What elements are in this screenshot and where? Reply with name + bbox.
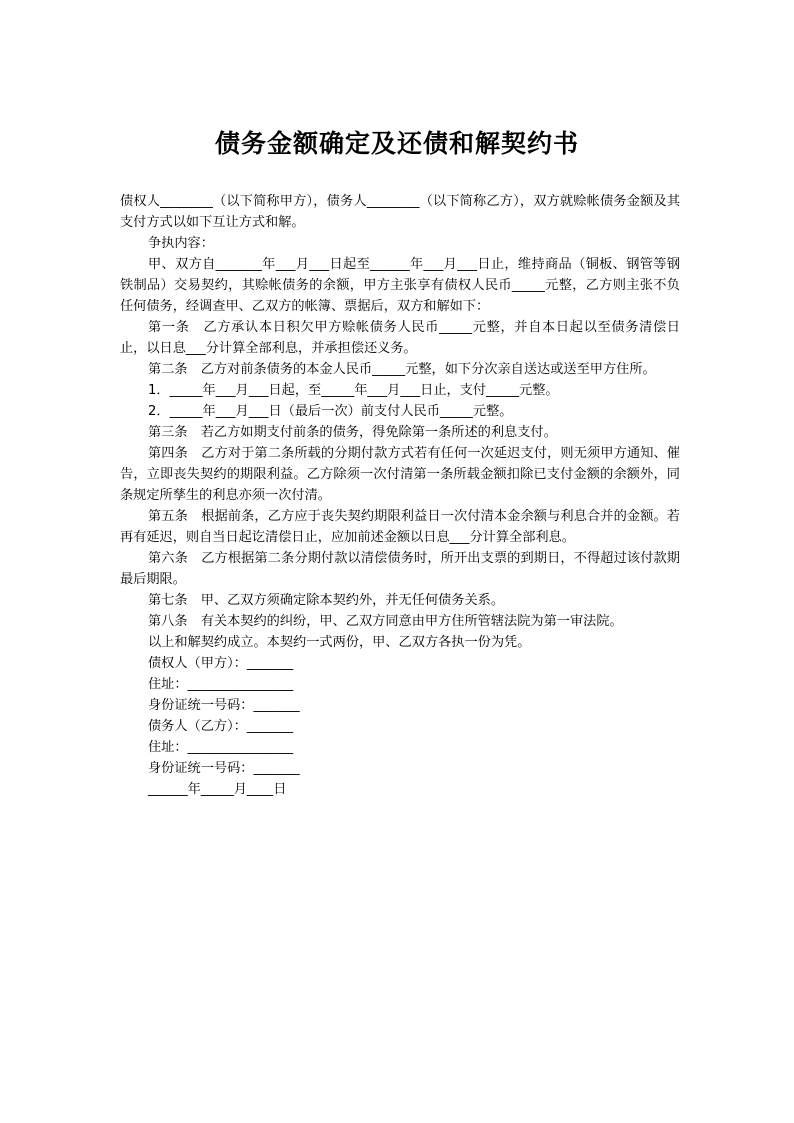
creditor-address-line: 住址：________________ <box>148 677 294 692</box>
date-line: ______年_____月____日 <box>148 782 287 797</box>
article-2: 第二条 乙方对前条债务的本金人民币_____元整，如下分次亲自送达或送至甲方住所。 <box>148 362 656 377</box>
document-body <box>120 191 680 800</box>
creditor-signature-line: 债权人（甲方）：_______ <box>148 656 294 671</box>
debtor-address-line: 住址：________________ <box>148 740 294 755</box>
article-1: 第一条 乙方承认本日积欠甲方赊帐债务人民币_____元整，并自本日起以至债务清偿日止，以日息___分计算全部利息，并承担偿还义务。 <box>120 320 680 356</box>
document-title: 债务金额确定及还债和解契约书 <box>214 129 579 158</box>
intro-paragraph: 债权人________（以下简称甲方），债务人________（以下简称乙方），双方就赊帐债务金额及其支付方式以如下互让方式和解。 <box>120 194 680 230</box>
article-3: 第三条 若乙方如期支付前条的债务，得免除第一条所述的利息支付。 <box>148 425 557 440</box>
dispute-paragraph: 甲、双方自_______年___月___日起至______年___月___日止，维持商品（铜板、钢管等钢铁制品）交易契约，其赊帐债务的余额，甲方主张享有债权人民币_____元整，乙方则主张不负任何债务，经调查甲、乙双方的帐簿、票据后，双方和解如下： <box>120 257 680 314</box>
article-7: 第七条 甲、乙双方须确定除本契约外，并无任何债务关系。 <box>148 593 505 608</box>
debtor-id-line: 身份证统一号码：_______ <box>148 761 300 776</box>
article-6: 第六条 乙方根据第二条分期付款以清偿债务时，所开出支票的到期日，不得超过该付款期最后期限。 <box>120 551 680 587</box>
article-8: 第八条 有关本契约的纠纷，甲、乙双方同意由甲方住所管辖法院为第一审法院。 <box>148 614 623 629</box>
article-5: 第五条 根据前条，乙方应于丧失契约期限利益日一次付清本金余额与利息合并的金额。若再有延迟，则自当日起讫清偿日止，应加前述金额以日息___分计算全部利息。 <box>120 509 680 545</box>
article-2-item-2: 2．_____年___月___日（最后一次）前支付人民币_____元整。 <box>148 404 513 419</box>
creditor-id-line: 身份证统一号码：_______ <box>148 698 300 713</box>
closing-paragraph: 以上和解契约成立。本契约一式两份，甲、乙双方各执一份为凭。 <box>148 635 531 650</box>
article-4: 第四条 乙方对于第二条所载的分期付款方式若有任何一次延迟支付，则无须甲方通知、催告，立即丧失契约的期限利益。乙方除须一次付清第一条所载金额扣除已支付金额的余额外，同条规定所孳生的利息亦须一次付清。 <box>120 446 680 503</box>
article-2-item-1: 1．_____年___月___日起，至_____年___月___日止，支付_____元整。 <box>148 383 559 398</box>
dispute-heading: 争执内容： <box>148 236 214 251</box>
debtor-signature-line: 债务人（乙方）：_______ <box>148 719 294 734</box>
